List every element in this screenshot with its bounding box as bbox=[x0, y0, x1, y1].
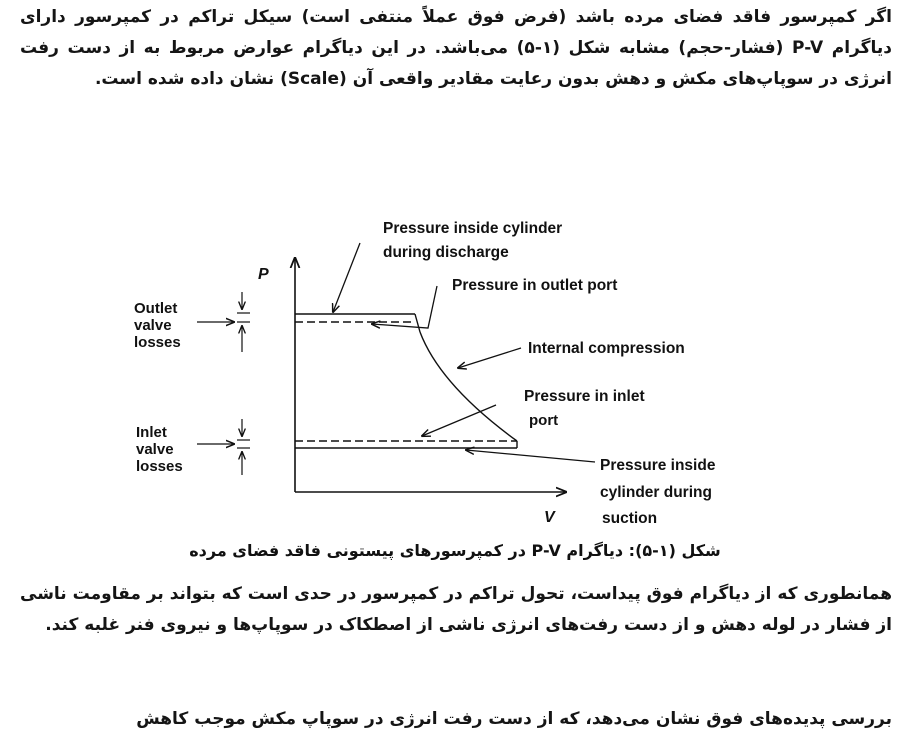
label-inlet-valve-1: Inlet bbox=[136, 424, 167, 441]
label-inlet-port-1: Pressure in inlet bbox=[524, 388, 645, 405]
figure-caption: شکل (۱-۵): دیاگرام P-V در کمپرسورهای پیستونی فاقد فضای مرده bbox=[189, 541, 721, 560]
p-axis-label: P bbox=[258, 266, 269, 283]
internal-compression-pointer bbox=[458, 348, 521, 368]
intro-paragraph: اگر کمپرسور فاقد فضای مرده باشد (فرض فوق عملاً منتفی است) سیکل تراکم در کمپرسور دارای دیاگرام P-V (فشار-حجم) مشابه شکل (۱-۵) می‌باشد. در این دیاگرام عوارض مربوط به از دست رفت انرژی در سوپاپ‌های مکش و دهش بدون رعایت مقادیر واقعی آن (Scale) نشان داده شده است. bbox=[20, 7, 892, 89]
label-inlet-valve-2: valve bbox=[136, 441, 174, 458]
label-internal-compression: Internal compression bbox=[528, 340, 685, 357]
label-suction-3: suction bbox=[602, 510, 658, 527]
pv-cycle bbox=[295, 314, 517, 448]
label-inlet-port-2: port bbox=[529, 412, 559, 429]
discharge-pointer bbox=[333, 243, 360, 312]
suction-pointer bbox=[466, 450, 595, 462]
inlet-port-pointer bbox=[422, 405, 496, 436]
label-discharge-2: during discharge bbox=[383, 244, 509, 261]
label-outlet-valve-3: losses bbox=[134, 334, 181, 351]
label-suction-1: Pressure inside bbox=[600, 457, 716, 474]
label-suction-2: cylinder during bbox=[600, 484, 712, 501]
body-paragraph-continued: بررسی پدیده‌های فوق نشان می‌دهد، که از دست رفت انرژی در سوپاپ مکش موجب کاهش bbox=[136, 709, 892, 729]
label-discharge-1: Pressure inside cylinder bbox=[383, 220, 563, 237]
label-inlet-valve-3: losses bbox=[136, 458, 183, 475]
outlet-step bbox=[415, 314, 420, 332]
label-outlet-valve-1: Outlet bbox=[134, 300, 178, 317]
loss-indicators bbox=[237, 292, 250, 475]
body-paragraph: همانطوری که از دیاگرام فوق پیداست، تحول تراکم در کمپرسور در حدی است که بتواند بر مقاومت ناشی از فشار در لوله دهش و از دست رفت‌های انرژی ناشی از اصطکاک در سوپاپ‌ها و نیروی فنر غلبه کند. bbox=[20, 584, 892, 635]
compression-curve bbox=[420, 332, 517, 441]
label-outlet-port: Pressure in outlet port bbox=[452, 277, 618, 294]
v-axis-label: V bbox=[544, 509, 555, 526]
label-outlet-valve-2: valve bbox=[134, 317, 172, 334]
